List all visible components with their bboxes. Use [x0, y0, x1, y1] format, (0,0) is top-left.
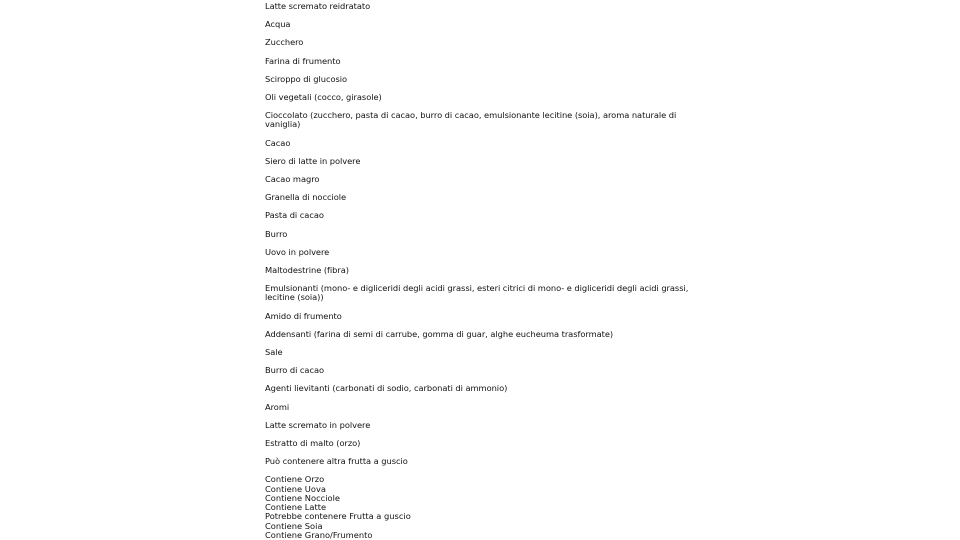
ingredient-item: Farina di frumento [265, 55, 341, 66]
allergen-item: Contiene Latte [265, 502, 327, 513]
ingredient-item: Cacao [265, 137, 291, 148]
ingredient-item: Agenti lievitanti (carbonati di sodio, carbonati di ammonio) [265, 383, 508, 394]
ingredient-item: Sciroppo di glucosio [265, 73, 348, 84]
ingredient-item: Latte scremato reidratato [265, 1, 371, 11]
ingredient-item: Oli vegetali (cocco, girasole) [265, 92, 382, 103]
allergen-item: Contiene Uova [265, 483, 326, 494]
ingredient-item: Zucchero [265, 37, 304, 48]
ingredient-item: Aromi [265, 401, 290, 412]
ingredient-item: Granella di nocciole [265, 192, 347, 203]
allergen-item: Contiene Nocciole [265, 492, 340, 503]
allergen-item: Contiene Grano/Frumento [265, 529, 373, 540]
ingredient-item: Cacao magro [265, 174, 320, 185]
allergen-list [265, 475, 705, 539]
ingredient-item: Uovo in polvere [265, 246, 330, 257]
ingredient-item: Maltodestrine (fibra) [265, 265, 349, 276]
ingredient-item: Emulsionanti (mono- e digliceridi degli acidi grassi, esteri citrici di mono- e digliceridi degli acidi grassi, lecitine (soia)) [265, 283, 689, 303]
ingredient-item: Burro [265, 228, 288, 239]
ingredient-item: Pasta di cacao [265, 210, 324, 221]
ingredient-item: Burro di cacao [265, 365, 325, 376]
ingredient-item: Latte scremato in polvere [265, 419, 371, 430]
ingredient-item: Siero di latte in polvere [265, 155, 361, 166]
ingredient-item: Amido di frumento [265, 310, 342, 321]
ingredient-item: Addensanti (farina di semi di carrube, gomma di guar, alghe eucheuma trasformate) [265, 328, 614, 339]
ingredient-item: Cioccolato (zucchero, pasta di cacao, burro di cacao, emulsionante lecitine (soia), aroma naturale di vaniglia) [265, 110, 677, 130]
allergen-item: Contiene Orzo [265, 474, 325, 485]
ingredient-item: Può contenere altra frutta a guscio [265, 456, 408, 467]
ingredient-item: Estratto di malto (orzo) [265, 438, 361, 449]
allergen-item: Contiene Soia [265, 520, 323, 531]
ingredients-list [265, 2, 705, 540]
ingredient-item: Sale [265, 347, 283, 358]
ingredient-item: Acqua [265, 19, 291, 30]
allergen-item: Potrebbe contenere Frutta a guscio [265, 511, 411, 522]
